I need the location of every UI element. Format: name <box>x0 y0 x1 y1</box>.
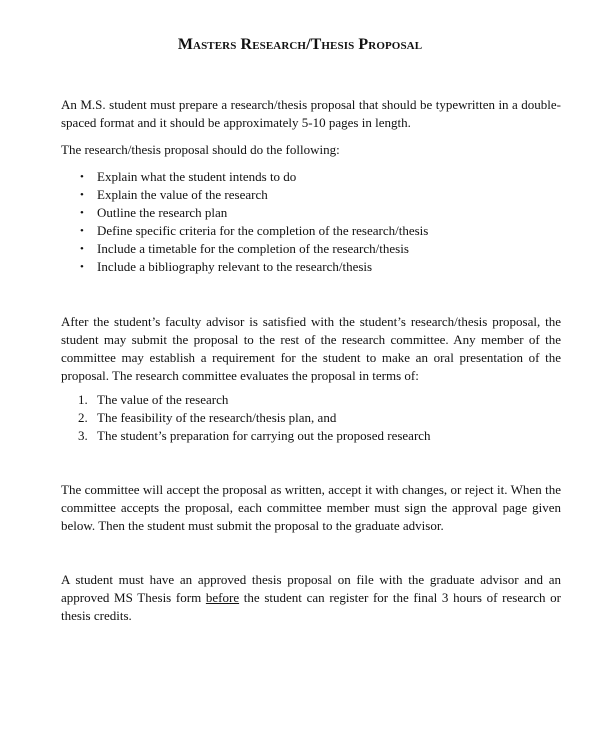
emphasis-before: before <box>205 590 240 605</box>
page-title: Masters Research/Thesis Proposal <box>177 36 423 53</box>
bullet-icon: • <box>80 189 84 201</box>
list-number: 2. <box>78 410 88 425</box>
list-item-text: Explain the value of the research <box>97 187 268 202</box>
list-item-text: The feasibility of the research/thesis plan, and <box>97 410 337 425</box>
bullet-icon: • <box>80 243 84 255</box>
list-item <box>61 258 561 276</box>
advisor-paragraph: After the student’s faculty advisor is satisfied with the student’s research/thesis proposal, the student may submit the proposal to the rest of the research committee. Any member of the committee may establish a requirement for the student to make an oral presentation of the proposal. The research committee evaluates the proposal in terms of: <box>61 314 561 383</box>
list-item <box>61 409 561 427</box>
list-item-text: Explain what the student intends to do <box>97 169 297 184</box>
criteria-list <box>61 391 561 445</box>
intro-paragraph: An M.S. student must prepare a research/thesis proposal that should be typewritten in a double-spaced format and it should be approximately 5-10 pages in length. <box>61 97 561 130</box>
list-item-text: The value of the research <box>97 392 229 407</box>
requirements-list <box>61 168 561 276</box>
list-item <box>61 204 561 222</box>
list-item-text: The student’s preparation for carrying out the proposed research <box>97 428 431 443</box>
bullet-icon: • <box>80 225 84 237</box>
list-number: 3. <box>78 428 88 443</box>
list-number: 1. <box>78 392 88 407</box>
final-text-start: A student must have an approved thesis proposal on file with the graduate advisor and an approved MS Thesis form <box>61 572 561 605</box>
list-item-text: Define specific criteria for the completion of the research/thesis <box>97 223 429 238</box>
list-item-text: Include a timetable for the completion of the research/thesis <box>97 241 409 256</box>
list-item <box>61 391 561 409</box>
list-item <box>61 427 561 445</box>
final-paragraph <box>61 571 561 625</box>
list-item <box>61 240 561 258</box>
bullet-icon: • <box>80 171 84 183</box>
list-item <box>61 222 561 240</box>
list-item-text: Include a bibliography relevant to the research/thesis <box>97 259 373 274</box>
list-item <box>61 186 561 204</box>
bullet-icon: • <box>80 261 84 273</box>
lead-paragraph: The research/thesis proposal should do the following: <box>61 142 340 157</box>
list-item <box>61 168 561 186</box>
committee-paragraph: The committee will accept the proposal as written, accept it with changes, or reject it. When the committee accepts the proposal, each committee member must sign the approval page given below. Then the student must submit the proposal to the graduate advisor. <box>61 482 561 533</box>
final-text-end: the student can register for the final 3 hours of research or thesis credits. <box>61 590 561 623</box>
list-item-text: Outline the research plan <box>97 205 228 220</box>
bullet-icon: • <box>80 207 84 219</box>
